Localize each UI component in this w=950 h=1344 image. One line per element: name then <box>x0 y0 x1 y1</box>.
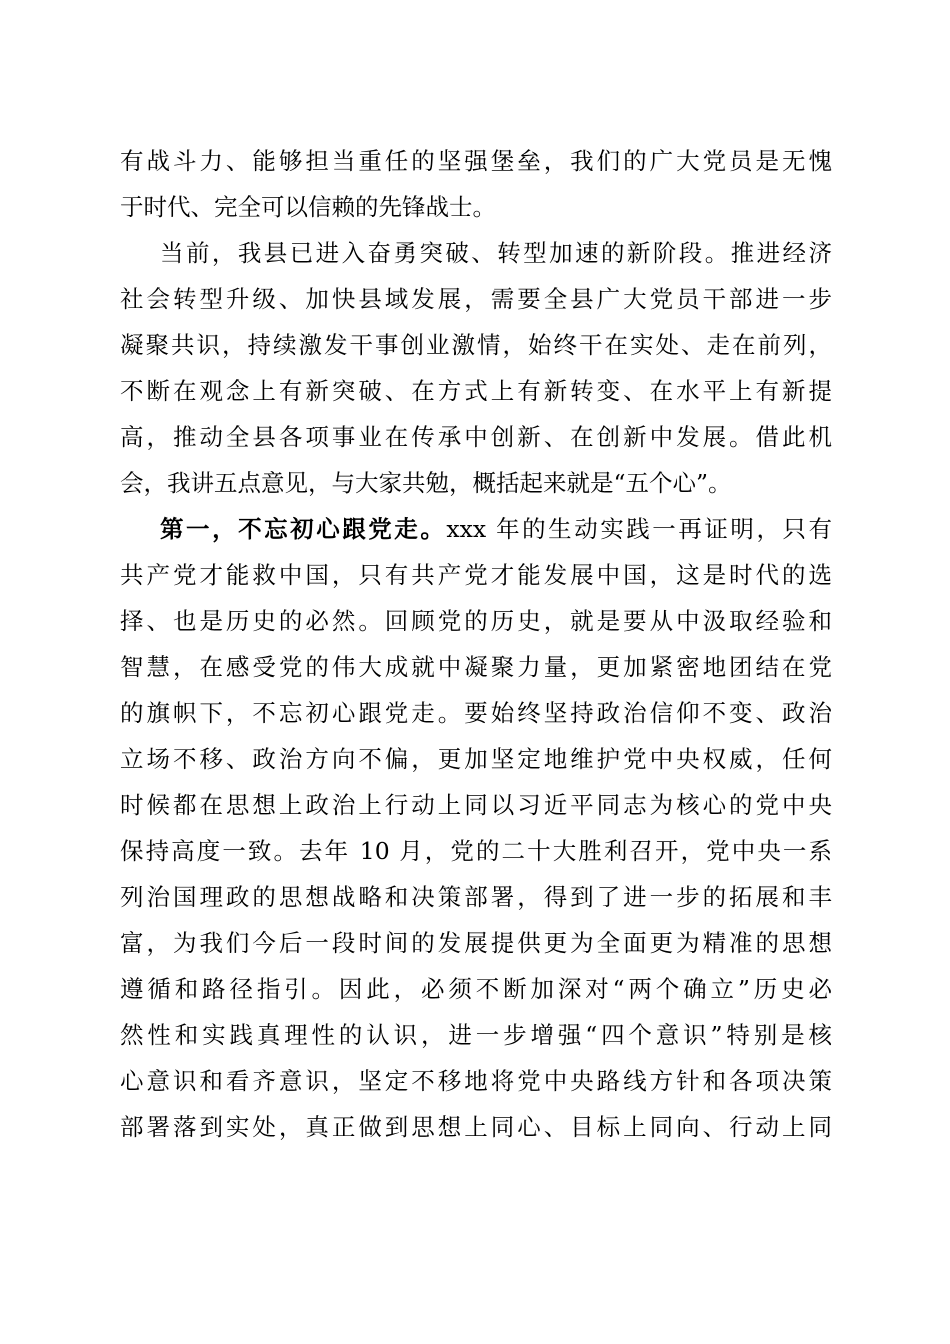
text-line <box>120 874 832 920</box>
line-text: 不断在观念上有新突破、在方式上有新转变、在水平上有新提 <box>120 377 832 405</box>
text-line <box>120 1012 832 1058</box>
text-line <box>120 736 832 782</box>
text-line <box>120 506 832 552</box>
text-line <box>120 782 832 828</box>
line-text: 的旗帜下，不忘初心跟党走。要始终坚持政治信仰不变、政治 <box>120 699 832 727</box>
text-line <box>120 414 832 460</box>
section-heading: 第一，不忘初心跟党走。 <box>160 515 447 543</box>
line-text: 高，推动全县各项事业在传承中创新、在创新中发展。借此机 <box>120 423 832 451</box>
text-line <box>120 598 832 644</box>
line-text: 部署落到实处，真正做到思想上同心、目标上同向、行动上同 <box>120 1113 832 1141</box>
text-line <box>120 322 832 368</box>
text-line <box>120 230 832 276</box>
text-line <box>120 184 832 230</box>
line-text: 有战斗力、能够担当重任的坚强堡垒，我们的广大党员是无愧 <box>120 147 832 175</box>
line-text: 共产党才能救中国，只有共产党才能发展中国，这是时代的选 <box>120 561 832 589</box>
line-text: 保持高度一致。去年 10 月，党的二十大胜利召开，党中央一系 <box>120 837 832 865</box>
text-line <box>120 1058 832 1104</box>
text-line <box>120 276 832 322</box>
line-text: 列治国理政的思想战略和决策部署，得到了进一步的拓展和丰 <box>120 883 832 911</box>
line-text: 时候都在思想上政治上行动上同以习近平同志为核心的党中央 <box>120 791 832 819</box>
text-line <box>120 966 832 1012</box>
line-text: 心意识和看齐意识，坚定不移地将党中央路线方针和各项决策 <box>120 1067 832 1095</box>
text-line <box>120 920 832 966</box>
text-line <box>120 690 832 736</box>
text-line <box>120 368 832 414</box>
text-line <box>120 460 832 506</box>
line-text: 凝聚共识，持续激发干事创业激情，始终干在实处、走在前列， <box>120 331 832 359</box>
text-line <box>120 552 832 598</box>
document-body <box>120 138 832 1150</box>
text-line <box>120 644 832 690</box>
line-text: 择、也是历史的必然。回顾党的历史，就是要从中汲取经验和 <box>120 607 832 635</box>
line-text: 于时代、完全可以信赖的先锋战士。 <box>120 193 496 221</box>
line-text: 然性和实践真理性的认识，进一步增强“四个意识”特别是核 <box>120 1021 832 1049</box>
text-line <box>120 828 832 874</box>
line-text: 遵循和路径指引。因此，必须不断加深对“两个确立”历史必 <box>120 975 832 1003</box>
text-line <box>120 1104 832 1150</box>
line-text: 智慧，在感受党的伟大成就中凝聚力量，更加紧密地团结在党 <box>120 653 832 681</box>
line-text: 会，我讲五点意见，与大家共勉，概括起来就是“五个心”。 <box>120 469 732 497</box>
line-text: xxx 年的生动实践一再证明，只有 <box>446 515 833 543</box>
text-line <box>120 138 832 184</box>
line-text: 当前，我县已进入奋勇突破、转型加速的新阶段。推进经济 <box>160 239 832 267</box>
line-text: 富，为我们今后一段时间的发展提供更为全面更为精准的思想 <box>120 929 832 957</box>
line-text: 社会转型升级、加快县域发展，需要全县广大党员干部进一步 <box>120 285 832 313</box>
line-text: 立场不移、政治方向不偏，更加坚定地维护党中央权威，任何 <box>120 745 832 773</box>
